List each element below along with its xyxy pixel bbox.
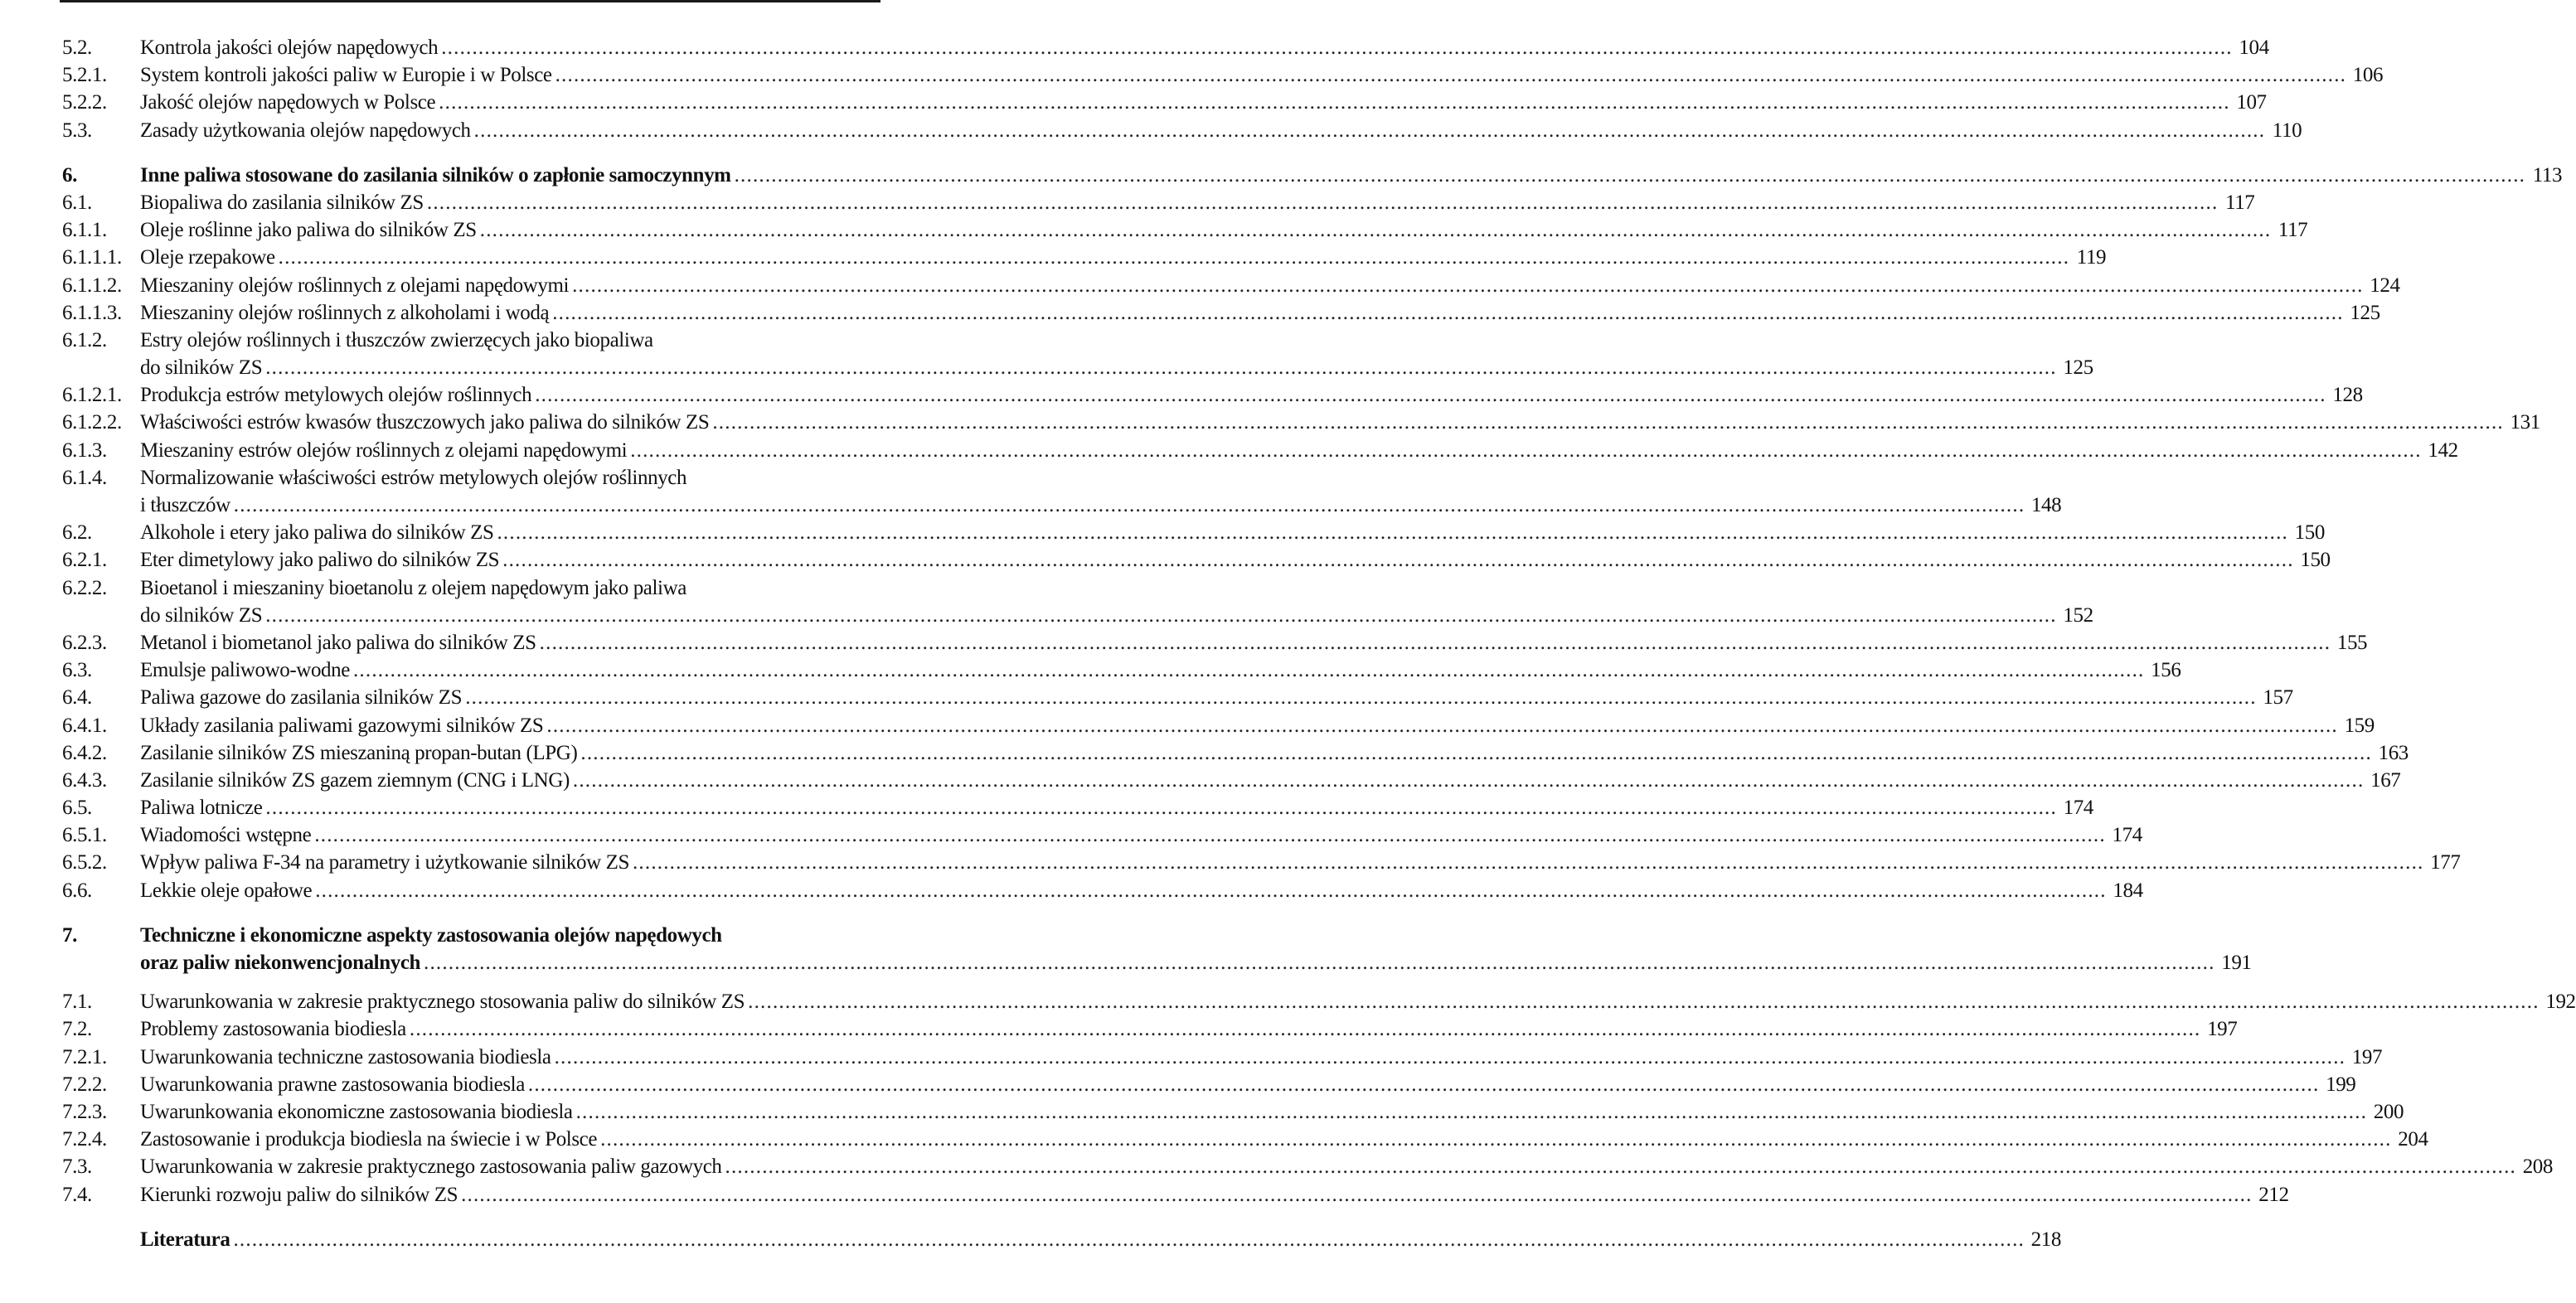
toc-entry-title: Emulsje paliwowo-wodne — [140, 659, 350, 682]
dot-leader — [474, 117, 2266, 144]
toc-entry-number: 6.2. — [62, 521, 92, 545]
toc-entry-title: Kontrola jakości olejów napędowych — [140, 36, 439, 59]
toc-entry-number: 6.5.2. — [62, 851, 107, 874]
dot-leader — [410, 1015, 2201, 1043]
toc-entry-line — [62, 519, 2325, 546]
toc-entry-page-number: 159 — [2344, 714, 2375, 737]
dot-leader — [233, 1226, 2025, 1253]
toc-entry-page-number: 167 — [2370, 768, 2401, 792]
toc-entry-number: 6.5.1. — [62, 824, 107, 847]
toc-entry-page-number: 125 — [2063, 356, 2093, 380]
toc-entry[interactable] — [62, 381, 2363, 409]
toc-entry-page-number: 131 — [2510, 411, 2540, 434]
section-spacer — [62, 976, 879, 988]
toc-entry-title: Paliwa lotnicze — [140, 797, 263, 820]
toc-entry[interactable] — [62, 162, 2563, 189]
toc-entry-page-number: 192 — [2545, 991, 2576, 1014]
dot-leader — [725, 1153, 2517, 1180]
toc-entry[interactable] — [62, 1153, 2553, 1180]
toc-entry-line — [62, 546, 2331, 574]
toc-entry[interactable] — [62, 739, 2409, 767]
dot-leader — [712, 409, 2504, 436]
toc-entry-line — [62, 629, 2368, 656]
toc-entry[interactable] — [62, 1126, 2428, 1153]
toc-entry-line — [62, 1181, 2289, 1209]
toc-entry-page-number: 199 — [2326, 1073, 2356, 1096]
toc-entry[interactable] — [62, 272, 2400, 299]
section-spacer — [62, 1209, 879, 1226]
toc-entry-line — [62, 354, 2093, 381]
toc-entry-line — [62, 244, 2107, 271]
toc-entry[interactable] — [62, 117, 2302, 144]
toc-entry-line — [62, 656, 2181, 684]
dot-leader — [480, 216, 2272, 244]
section-spacer — [62, 144, 879, 162]
toc-entry-number: 5.3. — [62, 119, 92, 142]
toc-entry-page-number: 212 — [2258, 1183, 2289, 1206]
toc-entry[interactable] — [62, 712, 2375, 739]
toc-entry-page-number: 157 — [2263, 686, 2293, 710]
toc-entry-line — [62, 877, 2143, 904]
toc-entry[interactable] — [62, 574, 2093, 629]
toc-entry-title: Inne paliwa stosowane do zasilania silników o zapłonie samoczynnym — [140, 163, 731, 186]
toc-entry-title: Lekkie oleje opałowe — [140, 879, 313, 902]
toc-entry-line — [62, 492, 2062, 519]
toc-entry-page-number: 106 — [2352, 64, 2384, 87]
toc-entry[interactable] — [62, 327, 2093, 381]
toc-entry-line — [62, 117, 2302, 144]
toc-entry-title: Uwarunkowania w zakresie praktycznego stosowania paliw do silników ZS — [140, 991, 745, 1014]
toc-entry[interactable] — [62, 189, 2255, 216]
toc-entry-title: Alkohole i etery jako paliwa do silników ZS — [140, 521, 494, 545]
dot-leader — [427, 189, 2219, 216]
toc-entry-line — [62, 988, 2576, 1015]
toc-entry[interactable] — [62, 767, 2401, 794]
dot-leader — [630, 437, 2422, 464]
toc-entry-title: Produkcja estrów metylowych olejów roślinnych — [140, 384, 532, 407]
toc-entry-page-number: 200 — [2373, 1100, 2404, 1123]
toc-entry-title: Zasady użytkowania olejów napędowych — [140, 119, 471, 142]
toc-entry-page-number: 148 — [2030, 494, 2062, 516]
toc-entry-title: Zasilanie silników ZS gazem ziemnym (CNG i LNG) — [140, 768, 570, 792]
toc-entry-number: 7.1. — [62, 991, 92, 1014]
toc-entry-number: 7. — [62, 923, 77, 947]
toc-entry-page-number: 156 — [2151, 659, 2181, 682]
toc-entry-page-number: 150 — [2300, 549, 2331, 572]
toc-entry-title: Normalizowanie właściwości estrów metylowych olejów roślinnych — [140, 466, 687, 489]
dot-leader — [315, 877, 2107, 904]
toc-entry-line — [62, 61, 2384, 89]
dot-leader — [580, 739, 2372, 767]
toc-entry-title: Biopaliwa do zasilania silników ZS — [140, 191, 424, 214]
toc-entry[interactable] — [62, 1071, 2356, 1098]
toc-entry-line — [62, 272, 2400, 299]
toc-entry-number: 6.6. — [62, 879, 92, 902]
toc-entry-number: 6. — [62, 163, 77, 186]
toc-entry-page-number: 197 — [2351, 1045, 2383, 1068]
toc-entry-number: 6.1.1. — [62, 219, 107, 242]
toc-entry-line — [62, 189, 2255, 216]
toc-entry-title: Literatura — [140, 1228, 230, 1251]
toc-entry[interactable] — [62, 1015, 2238, 1043]
toc-entry-number: 6.2.3. — [62, 631, 107, 654]
toc-entry-number: 7.4. — [62, 1183, 92, 1206]
toc-entry-title: Uwarunkowania prawne zastosowania biodiesla — [140, 1073, 525, 1096]
toc-entry-title: Techniczne i ekonomiczne aspekty zastosowania olejów napędowych — [140, 923, 722, 947]
toc-entry-title: Metanol i biometanol jako paliwa do silników ZS — [140, 631, 536, 654]
toc-entry-line — [62, 767, 2401, 794]
toc-entry-number: 6.1.4. — [62, 466, 107, 489]
toc-entry-number: 6.2.1. — [62, 549, 107, 572]
top-rule — [60, 0, 880, 2]
toc-entry[interactable] — [62, 546, 2331, 574]
dot-leader — [535, 381, 2326, 409]
toc-entry-page-number: 117 — [2278, 219, 2308, 242]
dot-leader — [353, 656, 2145, 684]
dot-leader — [555, 1044, 2346, 1071]
toc-entry-line — [62, 794, 2093, 821]
toc-entry-number: 7.2. — [62, 1018, 92, 1041]
toc-entry-page-number: 218 — [2030, 1228, 2061, 1251]
dot-leader — [546, 712, 2338, 739]
toc-entry-title: Kierunki rozwoju paliw do silników ZS — [140, 1183, 458, 1206]
dot-leader — [265, 794, 2057, 821]
dot-leader — [465, 684, 2257, 711]
toc-entry-number: 7.2.4. — [62, 1128, 107, 1151]
toc-entry-number: 5.2.2. — [62, 91, 107, 114]
toc-entry[interactable] — [62, 1044, 2383, 1071]
toc-entry[interactable] — [62, 409, 2540, 436]
toc-entry-title: Zastosowanie i produkcja biodiesla na świecie i w Polsce — [140, 1128, 598, 1151]
table-of-contents — [62, 34, 2576, 1253]
toc-entry-page-number: 125 — [2350, 301, 2380, 324]
toc-entry[interactable] — [62, 216, 2308, 244]
toc-entry-number: 6.5. — [62, 797, 92, 820]
toc-entry-line — [62, 437, 2458, 464]
toc-entry[interactable] — [62, 244, 2107, 271]
toc-entry-title: Mieszaniny estrów olejów roślinnych z olejami napędowymi — [140, 438, 628, 462]
dot-leader — [540, 629, 2331, 656]
toc-entry[interactable] — [62, 794, 2093, 821]
toc-entry-title: Bioetanol i mieszaniny bioetanolu z olejem napędowym jako paliwa — [140, 576, 686, 599]
toc-entry-line — [62, 684, 2293, 711]
toc-entry-line — [62, 89, 2267, 116]
dot-leader — [441, 34, 2233, 61]
toc-entry-line — [62, 1126, 2428, 1153]
toc-entry-title: Mieszaniny olejów roślinnych z olejami napędowymi — [140, 274, 570, 297]
toc-entry-line — [62, 712, 2375, 739]
toc-entry-line — [62, 849, 2461, 876]
toc-entry[interactable] — [62, 1098, 2404, 1126]
toc-entry-title: Uwarunkowania w zakresie praktycznego zastosowania paliw gazowych — [140, 1155, 722, 1179]
toc-entry[interactable] — [62, 922, 2252, 976]
toc-entry[interactable] — [62, 684, 2293, 711]
toc-entry-title: i tłuszczów — [140, 494, 230, 516]
toc-entry-number: 7.3. — [62, 1155, 92, 1179]
toc-entry-number: 5.2. — [62, 36, 92, 59]
toc-entry-title: oraz paliw niekonwencjonalnych — [140, 952, 421, 974]
dot-leader — [633, 849, 2424, 876]
toc-entry-page-number: 197 — [2207, 1018, 2238, 1041]
toc-entry-line — [62, 602, 2093, 629]
dot-leader — [497, 519, 2288, 546]
toc-entry-line — [62, 299, 2380, 327]
toc-entry[interactable] — [62, 1226, 2061, 1253]
toc-entry-page-number: 174 — [2063, 797, 2093, 820]
toc-entry-line — [62, 34, 2269, 61]
dot-leader — [552, 299, 2344, 327]
toc-entry-page-number: 163 — [2378, 741, 2409, 764]
toc-entry[interactable] — [62, 34, 2269, 61]
toc-entry-page-number: 208 — [2522, 1155, 2553, 1179]
toc-entry[interactable] — [62, 437, 2458, 464]
dot-leader — [573, 767, 2365, 794]
toc-entry-line — [62, 949, 2252, 976]
toc-entry-title: System kontroli jakości paliw w Europie i w Polsce — [140, 64, 552, 87]
toc-entry-line — [62, 1098, 2404, 1126]
toc-entry-number: 7.2.2. — [62, 1073, 107, 1096]
toc-entry[interactable] — [62, 821, 2142, 849]
dot-leader — [314, 821, 2106, 849]
toc-entry-line — [62, 922, 879, 949]
toc-entry-number: 7.2.1. — [62, 1045, 107, 1068]
toc-entry-page-number: 184 — [2113, 879, 2143, 902]
dot-leader — [502, 546, 2294, 574]
toc-entry-title: Eter dimetylowy jako paliwo do silników ZS — [140, 549, 500, 572]
toc-entry-title: Układy zasilania paliwami gazowymi silników ZS — [140, 714, 544, 737]
toc-entry-number: 6.1.3. — [62, 438, 107, 462]
section-spacer — [62, 904, 879, 922]
toc-entry-number: 6.1.2.1. — [62, 384, 122, 407]
toc-entry-page-number: 128 — [2332, 384, 2363, 407]
toc-entry-page-number: 155 — [2336, 631, 2368, 654]
toc-entry[interactable] — [62, 61, 2384, 89]
toc-entry-number: 6.1.1.1. — [62, 246, 122, 269]
toc-entry[interactable] — [62, 464, 2062, 519]
dot-leader — [234, 492, 2025, 519]
toc-entry-number: 6.1.1.2. — [62, 274, 122, 297]
toc-entry[interactable] — [62, 519, 2325, 546]
toc-entry-page-number: 191 — [2221, 952, 2252, 974]
toc-entry-number: 6.1.2. — [62, 328, 107, 351]
toc-entry-page-number: 142 — [2428, 438, 2458, 462]
toc-entry-line — [62, 162, 2563, 189]
toc-entry-line — [62, 1153, 2553, 1180]
toc-entry-line — [62, 574, 879, 602]
toc-entry-title: Uwarunkowania ekonomiczne zastosowania biodiesla — [140, 1100, 573, 1123]
toc-entry-page-number: 110 — [2272, 119, 2302, 142]
toc-entry-page-number: 177 — [2430, 851, 2461, 874]
toc-entry-line — [62, 216, 2308, 244]
toc-entry[interactable] — [62, 656, 2181, 684]
toc-entry-number: 6.4.1. — [62, 714, 107, 737]
toc-entry-title: Zasilanie silników ZS mieszaniną propan-butan (LPG) — [140, 741, 578, 764]
toc-entry-line — [62, 1015, 2238, 1043]
toc-entry-page-number: 104 — [2239, 36, 2269, 59]
toc-entry-title: Wiadomości wstępne — [140, 824, 312, 847]
toc-entry-title: do silników ZS — [140, 603, 263, 627]
toc-entry-line — [62, 821, 2142, 849]
toc-entry-number: 6.1.1.3. — [62, 301, 122, 324]
dot-leader — [265, 354, 2057, 381]
toc-entry-title: do silników ZS — [140, 356, 263, 380]
toc-entry-page-number: 119 — [2076, 246, 2107, 269]
dot-leader — [572, 272, 2364, 299]
toc-entry[interactable] — [62, 877, 2143, 904]
toc-entry-number: 6.4. — [62, 686, 92, 710]
dot-leader — [528, 1071, 2320, 1098]
toc-entry-number: 6.4.3. — [62, 768, 107, 792]
toc-entry-title: Uwarunkowania techniczne zastosowania biodiesla — [140, 1045, 551, 1068]
toc-entry[interactable] — [62, 849, 2461, 876]
toc-entry-number: 6.4.2. — [62, 741, 107, 764]
toc-entry-number: 5.2.1. — [62, 64, 107, 87]
toc-entry[interactable] — [62, 988, 2576, 1015]
dot-leader — [265, 602, 2057, 629]
toc-entry-title: Właściwości estrów kwasów tłuszczowych jako paliwa do silników ZS — [140, 411, 710, 434]
toc-entry-number: 6.1. — [62, 191, 92, 214]
dot-leader — [279, 244, 2070, 271]
toc-entry-title: Mieszaniny olejów roślinnych z alkoholami i wodą — [140, 301, 550, 324]
toc-entry-line — [62, 409, 2540, 436]
toc-entry-number: 6.3. — [62, 659, 92, 682]
dot-leader — [600, 1126, 2392, 1153]
toc-entry-number: 6.2.2. — [62, 576, 107, 599]
toc-entry-number: 7.2.3. — [62, 1100, 107, 1123]
dot-leader — [735, 162, 2526, 189]
dot-leader — [439, 89, 2230, 116]
toc-entry[interactable] — [62, 629, 2368, 656]
toc-entry-line — [62, 464, 879, 492]
toc-entry-title: Oleje roślinne jako paliwa do silników ZS — [140, 219, 477, 242]
toc-entry-title: Oleje rzepakowe — [140, 246, 275, 269]
toc-entry-title: Estry olejów roślinnych i tłuszczów zwierzęcych jako biopaliwa — [140, 328, 653, 351]
toc-entry-line — [62, 381, 2363, 409]
dot-leader — [461, 1181, 2253, 1209]
toc-entry-line — [62, 1044, 2383, 1071]
toc-entry-page-number: 174 — [2112, 824, 2142, 847]
toc-entry-line — [62, 327, 879, 354]
toc-entry[interactable] — [62, 299, 2380, 327]
toc-entry[interactable] — [62, 1181, 2289, 1209]
toc-entry-page-number: 117 — [2225, 191, 2255, 214]
toc-entry-line — [62, 739, 2409, 767]
toc-entry-page-number: 113 — [2532, 163, 2563, 186]
toc-entry-title: Paliwa gazowe do zasilania silników ZS — [140, 686, 463, 710]
toc-entry-title: Problemy zastosowania biodiesla — [140, 1018, 406, 1041]
dot-leader — [555, 61, 2347, 89]
toc-entry-page-number: 124 — [2370, 274, 2400, 297]
toc-entry-page-number: 204 — [2398, 1128, 2428, 1151]
toc-entry-line — [62, 1071, 2356, 1098]
toc-entry-number: 6.1.2.2. — [62, 411, 122, 434]
toc-entry-page-number: 150 — [2294, 521, 2325, 545]
toc-entry[interactable] — [62, 89, 2267, 116]
dot-leader — [748, 988, 2540, 1015]
dot-leader — [424, 949, 2215, 976]
dot-leader — [576, 1098, 2368, 1126]
toc-entry-page-number: 152 — [2063, 603, 2093, 627]
toc-entry-title: Wpływ paliwa F-34 na parametry i użytkowanie silników ZS — [140, 851, 629, 874]
toc-entry-page-number: 107 — [2236, 91, 2267, 114]
toc-entry-line — [62, 1226, 2061, 1253]
toc-entry-title: Jakość olejów napędowych w Polsce — [140, 91, 436, 114]
